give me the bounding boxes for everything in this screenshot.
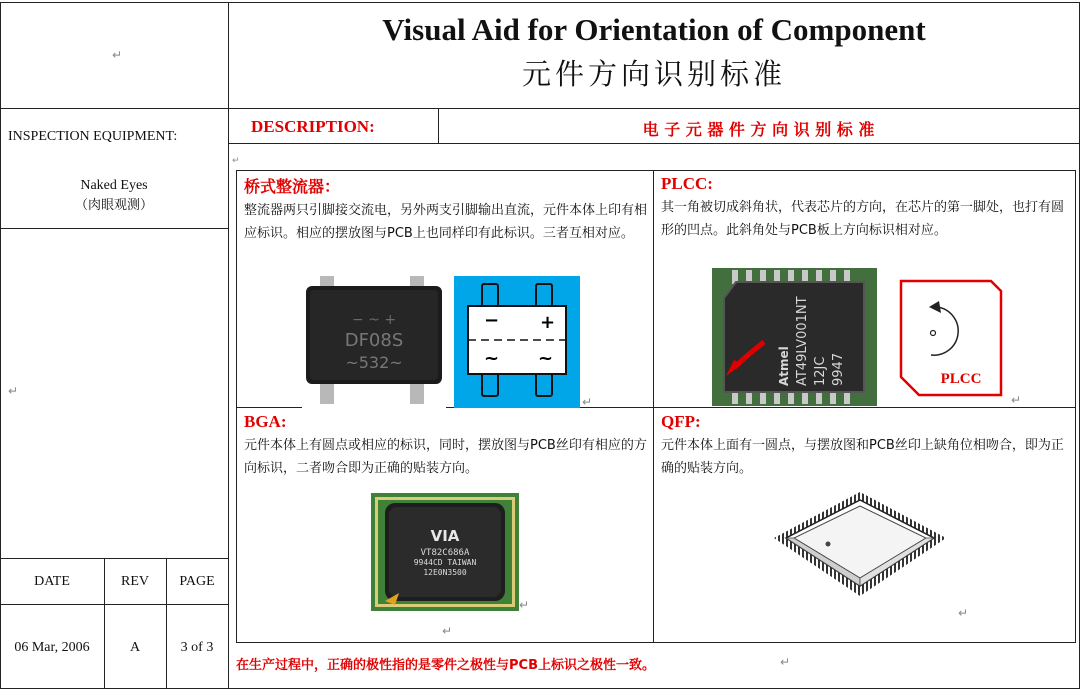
inspection-method-en: Naked Eyes <box>80 178 148 193</box>
paragraph-mark: ↵ <box>958 606 969 620</box>
content-right-border <box>1075 170 1076 643</box>
bga-cell <box>244 412 648 480</box>
plcc-marking-1: AT49LV001NT <box>795 296 810 386</box>
bridge-rectifier-diagram <box>454 276 580 408</box>
qfp-title: QFP: <box>661 412 701 431</box>
qfp-pin1-dot-icon <box>826 542 831 547</box>
left-column-border <box>228 2 229 689</box>
minus-symbol: − <box>484 310 500 331</box>
content-center-border <box>653 170 654 643</box>
date-value: 06 Mar, 2006 <box>14 640 90 655</box>
date-label: DATE <box>34 574 70 589</box>
content-bottom-border <box>236 642 1076 643</box>
bga-brand: VIA <box>430 527 460 545</box>
bridge-rectifier-text: 整流器两只引脚接交流电，另外两支引脚输出直流，元件本体上印有相应标识。相应的摆放图与PCB上也同样印有此标识。三者互相对应。 <box>244 203 648 241</box>
plcc-footprint-label: PLCC <box>940 371 982 387</box>
header-bottom-border <box>0 108 1080 109</box>
plcc-title: PLCC: <box>661 174 713 193</box>
bga-marking-2: 9944CD TAIWAN <box>413 558 477 567</box>
bridge-rectifier-cell <box>244 174 648 245</box>
qfp-cell <box>661 412 1069 480</box>
paragraph-mark: ↵ <box>582 395 593 409</box>
page-label: PAGE <box>179 574 215 589</box>
header-titles <box>228 12 1080 93</box>
left-inspection-bottom-border <box>0 228 228 229</box>
polarity-note: 在生产过程中，正确的极性指的是零件之极性与PCB上标识之极性一致。 <box>236 658 655 673</box>
page-subtitle: 元件方向识别标准 <box>521 57 786 91</box>
chip-marking-2: ~532~ <box>345 353 403 372</box>
plcc-text: 其一角被切成斜角状，代表芯片的方向，在芯片的第一脚处，也打有圆形的凹点。此斜角处与PCB板上方向标识相对应。 <box>661 200 1065 238</box>
paragraph-mark: ↵ <box>780 655 791 669</box>
description-bottom-border <box>228 143 1080 144</box>
inspection-method-cn: （肉眼观测） <box>74 198 153 213</box>
content-top-border <box>236 170 1076 171</box>
paragraph-mark: ↵ <box>442 624 453 638</box>
qfp-drawing <box>770 488 950 600</box>
left-date-top-border <box>0 558 228 559</box>
bga-photo <box>371 493 519 611</box>
paragraph-mark: ↵ <box>1011 393 1022 407</box>
plcc-cell <box>661 174 1069 242</box>
bottom-border <box>0 688 1080 689</box>
plcc-photo <box>712 268 877 406</box>
qfp-text: 元件本体上面有一圆点，与摆放图和PCB丝印上缺角位相吻合，即为正确的贴装方向。 <box>661 438 1064 476</box>
bridge-rectifier-title: 桥式整流器： <box>244 177 341 196</box>
page-title: Visual Aid for Orientation of Component <box>382 12 926 47</box>
description-label: DESCRIPTION: <box>251 117 375 136</box>
inspection-equipment-label: INSPECTION EQUIPMENT: <box>8 129 178 144</box>
bga-marking-3: 12E0N3500 <box>423 568 467 577</box>
ac-symbol-right: ~ <box>538 348 554 369</box>
description-value: 电 子 元 器 件 方 向 识 别 标 准 <box>642 120 875 139</box>
chip-marking-1: DF08S <box>344 330 404 351</box>
paragraph-mark: ↵ <box>519 598 530 612</box>
paragraph-mark: ↵ <box>8 384 19 398</box>
svg-text:− ~ +: − ~ + <box>351 312 397 328</box>
plus-symbol: + <box>540 312 556 333</box>
content-left-border <box>236 170 237 643</box>
rev-value: A <box>129 640 141 655</box>
rev-label: REV <box>121 574 149 589</box>
bga-marking-1: VT82C686A <box>420 548 470 558</box>
bga-text: 元件本体上有圆点或相应的标识，同时，摆放图与PCB丝印有相应的方向标识，二者吻合即为正确的贴装方向。 <box>244 438 647 476</box>
bga-title: BGA: <box>244 412 287 431</box>
paragraph-mark: ↵ <box>112 48 123 62</box>
plcc-marking-2: 12JC <box>813 356 828 386</box>
ac-symbol-left: ~ <box>484 348 500 369</box>
paragraph-mark: ↵ <box>232 156 240 166</box>
plcc-brand: Atmel <box>777 346 791 386</box>
left-date-mid-border <box>0 604 228 605</box>
page-value: 3 of 3 <box>180 640 214 655</box>
plcc-marking-3: 9947 <box>831 352 846 386</box>
top-border <box>0 2 1080 3</box>
plcc-footprint <box>899 279 1003 397</box>
bridge-rectifier-photo <box>302 276 446 408</box>
inspection-method <box>0 176 228 216</box>
